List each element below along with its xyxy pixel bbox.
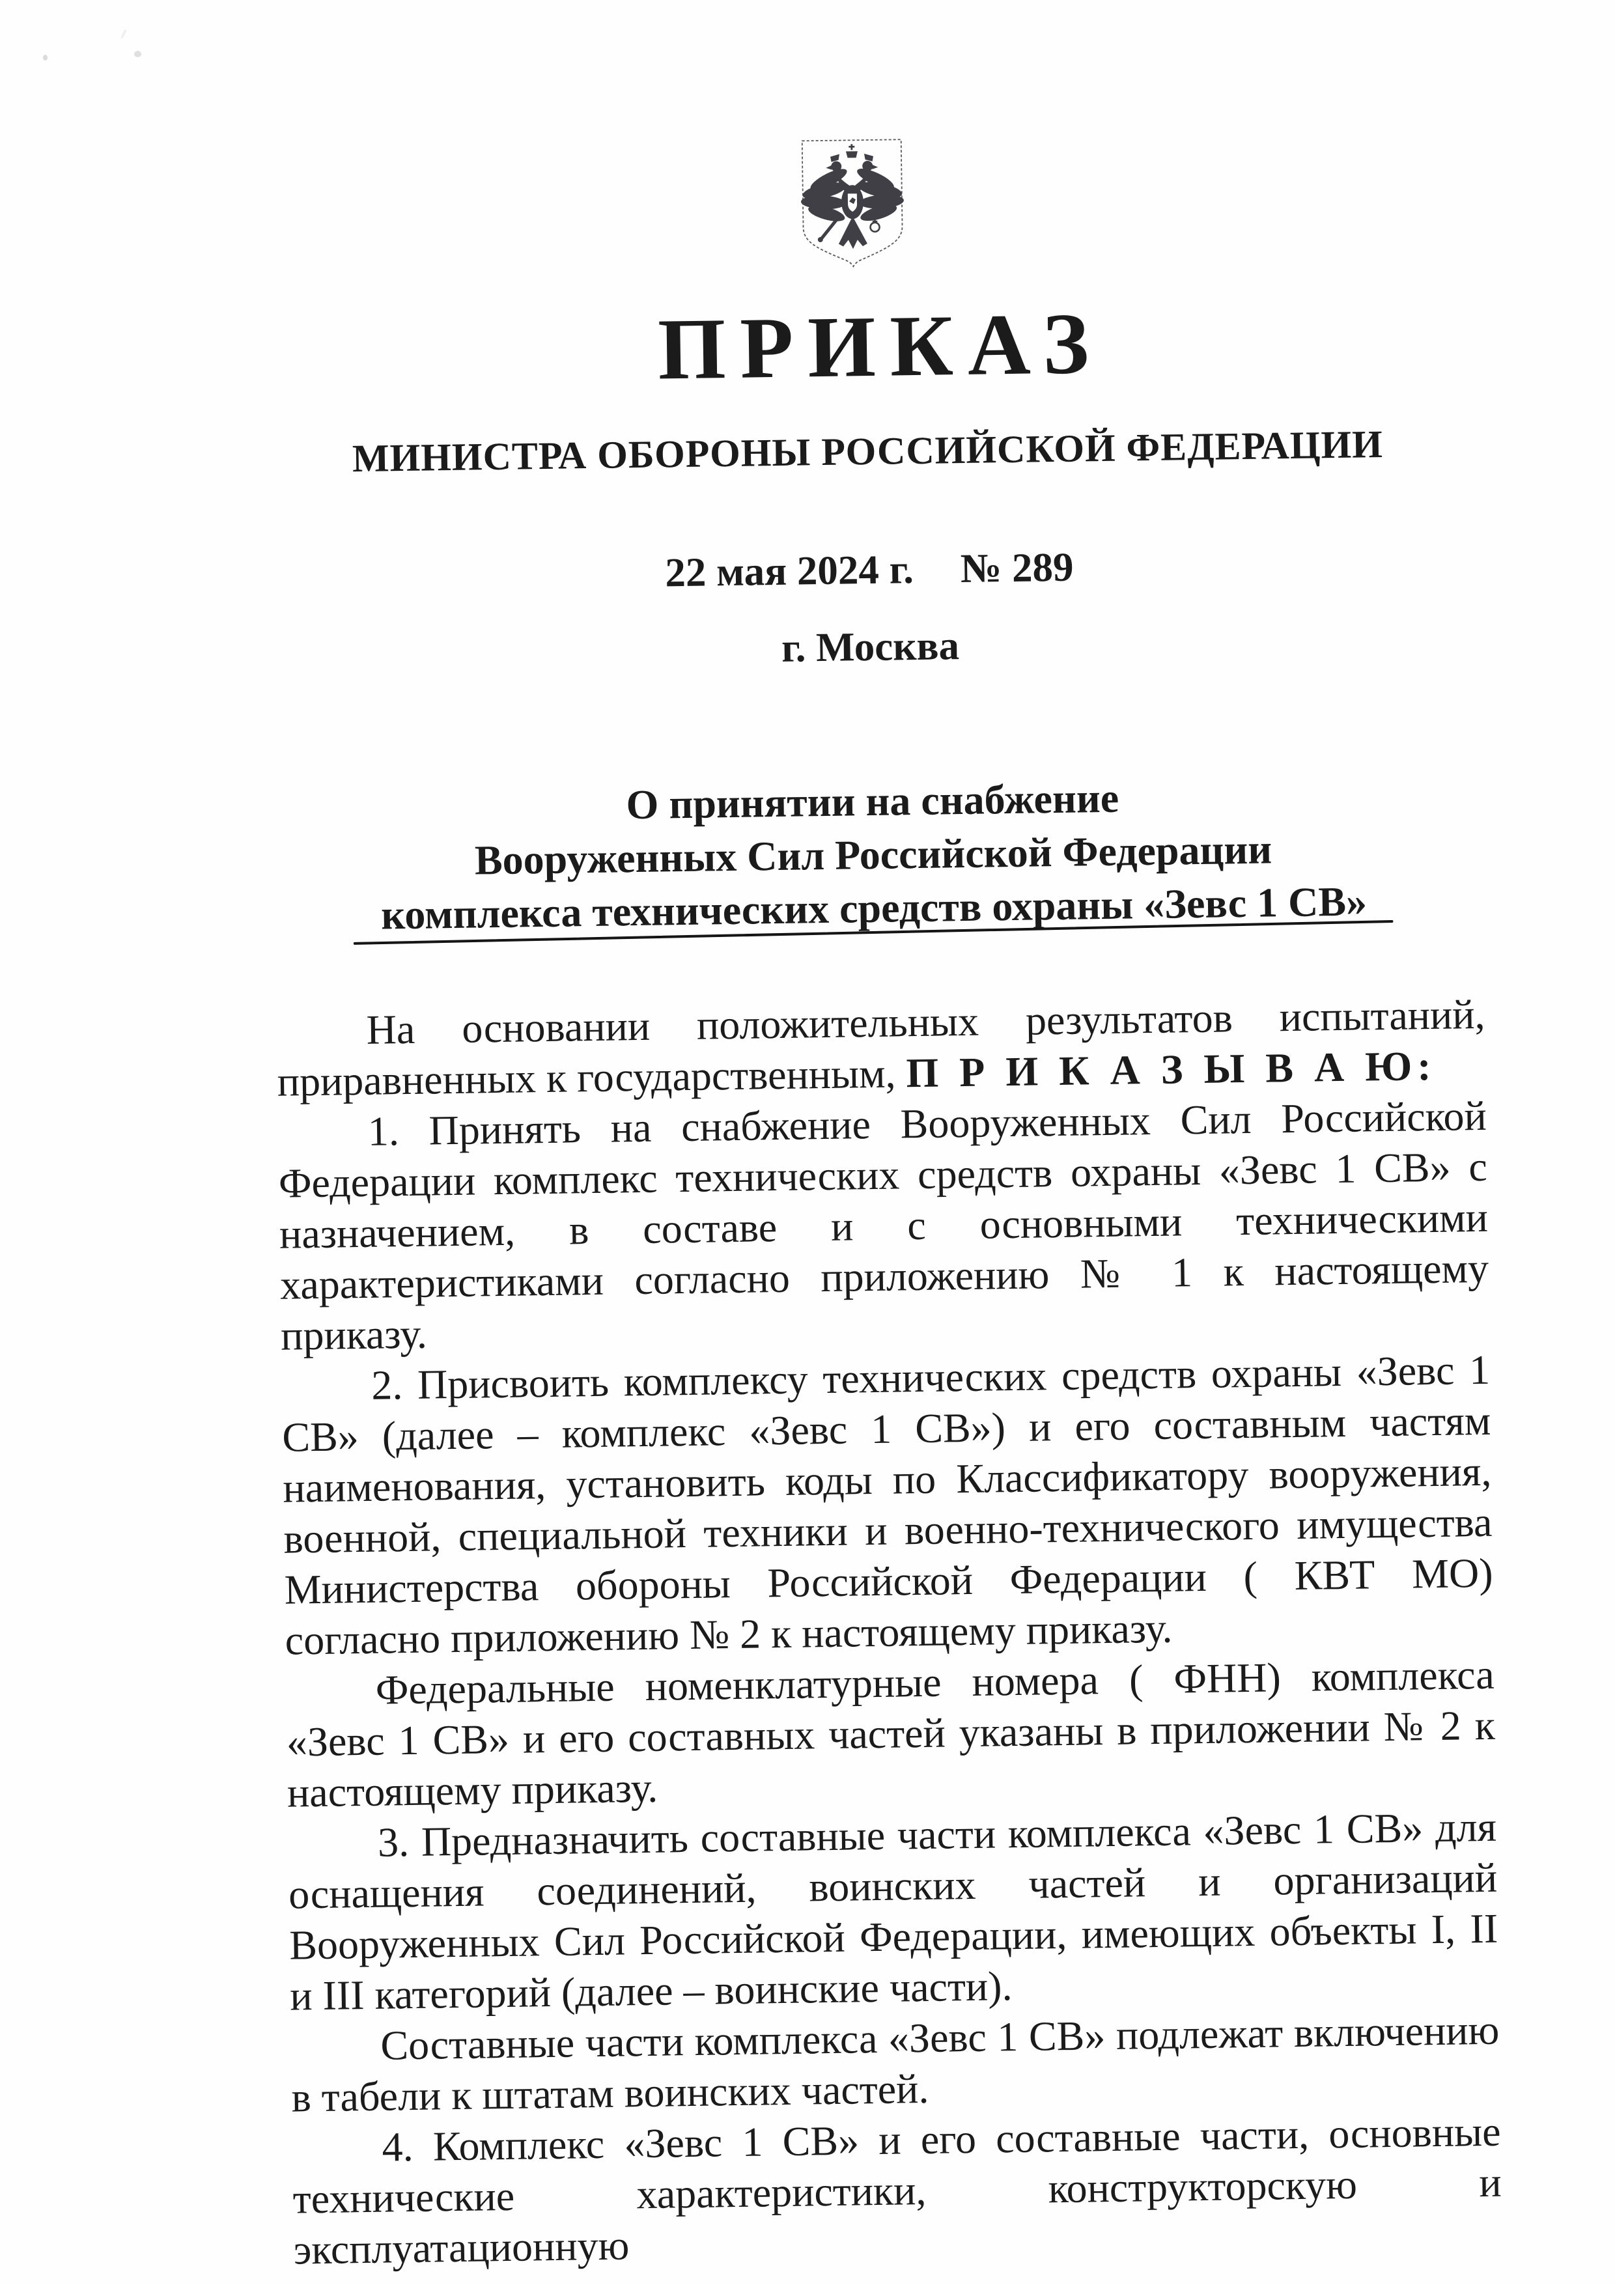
paragraph-text: 4. Комплекс «Зевс 1 СВ» и его составные части, основные технические характеристики, конструкторскую и эксплуатационную xyxy=(292,2108,1502,2273)
subject-line: комплекса технических средств охраны «Зевс 1 СВ» xyxy=(380,878,1368,938)
subject-line: О принятии на снабжение xyxy=(626,774,1119,828)
order-body xyxy=(276,989,1502,2276)
prikazyvayu-keyword: П Р И К А З Ы В А Ю: xyxy=(905,1042,1437,1097)
paragraph-text: Составные части комплекса «Зевс 1 СВ» подлежат включению в табели к штатам воинских частей. xyxy=(291,2006,1500,2121)
body-paragraph xyxy=(277,1091,1489,1362)
paragraph-text: Федеральные номенклатурные номера ( ФНН) комплекса «Зевс 1 СВ» и его составных частей указаны в приложении № 2 к настоящему приказу. xyxy=(286,1651,1496,1816)
body-paragraph xyxy=(285,1649,1496,1819)
body-paragraph xyxy=(290,2005,1500,2123)
paragraph-text: На основании положительных результатов испытаний, приравненных к государственным, xyxy=(277,990,1485,1105)
order-dateline xyxy=(266,539,1472,601)
order-title: ПРИКАЗ xyxy=(657,294,1104,398)
body-paragraph xyxy=(281,1345,1494,1666)
body-paragraph xyxy=(292,2107,1502,2276)
order-number: № 289 xyxy=(960,544,1074,592)
body-paragraph xyxy=(276,989,1486,1108)
body-paragraph xyxy=(288,1802,1499,2022)
double-headed-eagle-icon xyxy=(796,135,909,273)
subject-line: Вооруженных Сил Российской Федерации xyxy=(474,826,1272,884)
coat-of-arms-emblem xyxy=(796,135,909,273)
order-subject xyxy=(270,766,1476,944)
order-authority: МИНИСТРА ОБОРОНЫ РОССИЙСКОЙ ФЕДЕРАЦИИ xyxy=(352,422,1384,481)
paragraph-text: 1. Принять на снабжение Вооруженных Сил Российской Федерации комплекс технических средств охраны «Зевс 1 СВ» с назначением, в составе и с основными техническими характеристиками согласно приложению № 1 к настоящему приказу. xyxy=(278,1092,1489,1359)
order-city: г. Москва xyxy=(781,623,960,671)
paragraph-text: 3. Предназначить составные части комплекса «Зевс 1 СВ» для оснащения соединений, воинских частей и организаций Вооруженных Сил Российской Федерации, имеющих объекты I, II и III категорий (далее – воинские части). xyxy=(288,1803,1498,2019)
order-date: 22 мая 2024 г. xyxy=(664,546,914,596)
paragraph-text: 2. Присвоить комплексу технических средств охраны «Зевс 1 СВ» (далее – комплекс «Зевс 1 СВ») и его составным частям наименования, установить коды по Классификатору вооружения, военной, специальной техники и военно-технического имущества Министерства обороны Российской Федерации ( КВТ МО) согласно приложению № 2 к настоящему приказу. xyxy=(281,1346,1493,1664)
